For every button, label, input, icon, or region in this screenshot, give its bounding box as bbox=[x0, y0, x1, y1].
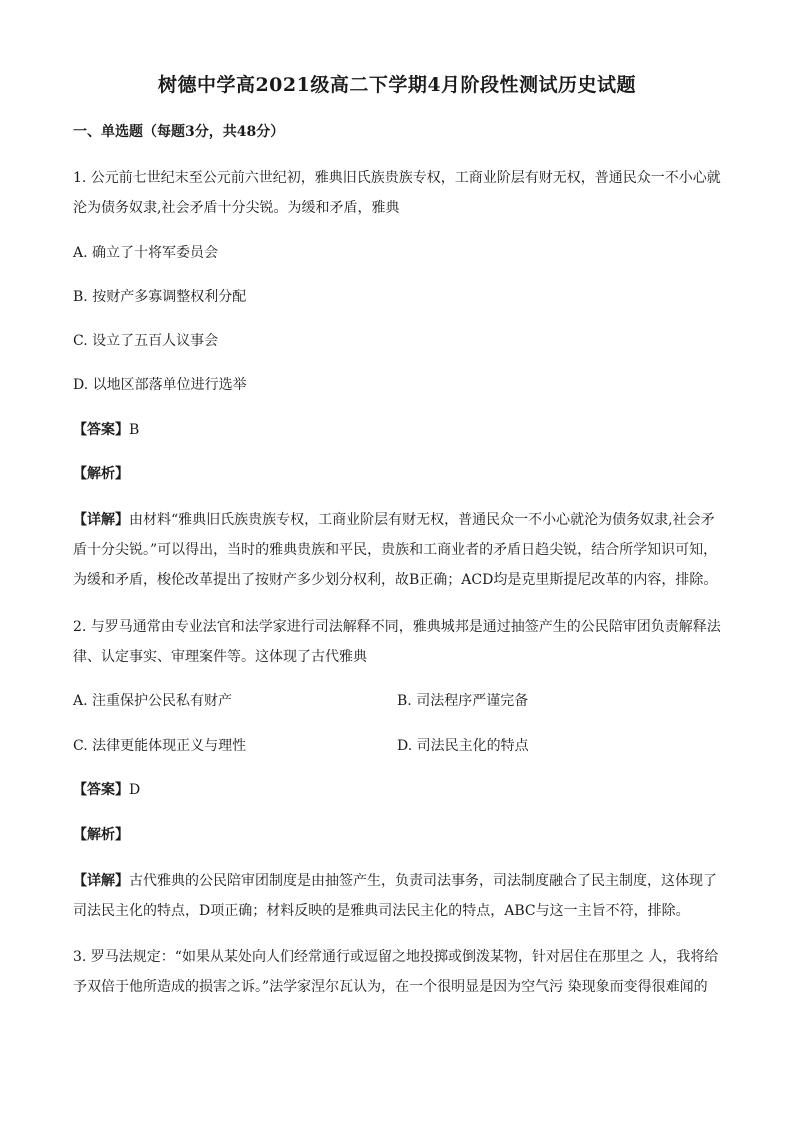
section-heading: 一、单选题（每题3分，共48分） bbox=[73, 124, 285, 140]
q2-answer bbox=[73, 775, 723, 805]
q2-analysis-tag: 【解析】 bbox=[73, 827, 129, 843]
exam-title: 树德中学高2021级高二下学期4月阶段性测试历史试题 bbox=[157, 74, 637, 96]
q1-option-a: A. 确立了十将军委员会 bbox=[73, 245, 219, 261]
q2-stem-line-2: 律、认定事实、审理案件等。这体现了古代雅典 bbox=[73, 649, 367, 665]
q2-option-b: B. 司法程序严谨完备 bbox=[397, 693, 529, 709]
q2-answer-value: D bbox=[129, 782, 141, 798]
q3-stem-line-1: 3. 罗马法规定：“如果从某处向人们经常通行或逗留之地投掷或倒泼某物，针对居住在那里之 人，我将给 bbox=[73, 949, 719, 965]
q1-option-b: B. 按财产多寡调整权利分配 bbox=[73, 289, 247, 305]
q1-answer-value: B bbox=[129, 422, 140, 438]
q2-detail-text-1: 古代雅典的公民陪审团制度是由抽签产生，负责司法事务，司法制度融合了民主制度，这体现了 bbox=[129, 873, 717, 889]
q2-detail-line-2: 司法民主化的特点，D项正确；材料反映的是雅典司法民主化的特点，ABC与这一主旨不符，排除。 bbox=[73, 903, 690, 919]
q1-detail-line-1 bbox=[73, 505, 723, 535]
q1-analysis-tag: 【解析】 bbox=[73, 466, 129, 482]
q1-option-d: D. 以地区部落单位进行选举 bbox=[73, 377, 247, 393]
q2-detail-line-1 bbox=[73, 866, 723, 896]
q3-stem-line-2: 予双倍于他所造成的损害之诉。”法学家涅尔瓦认为，在一个很明显是因为空气污 染现象而变得很难闻的 bbox=[73, 979, 708, 995]
q2-stem-line-1: 2. 与罗马通常由专业法官和法学家进行司法解释不同，雅典城邦是通过抽签产生的公民陪审团负责解释法 bbox=[73, 619, 721, 635]
q2-option-a: A. 注重保护公民私有财产 bbox=[73, 693, 233, 709]
q1-detail-text-1: 由材料“雅典旧氏族贵族专权，工商业阶层有财无权，普通民众一不小心就沦为债务奴隶,社会矛 bbox=[129, 512, 715, 528]
q1-detail-line-2: 盾十分尖锐。”可以得出，当时的雅典贵族和平民，贵族和工商业者的矛盾日趋尖锐，结合所学知识可知， bbox=[73, 542, 718, 558]
q1-stem-line-2: 沦为债务奴隶,社会矛盾十分尖锐。为缓和矛盾，雅典 bbox=[73, 200, 400, 216]
q1-answer-tag: 【答案】 bbox=[73, 422, 129, 438]
q1-answer bbox=[73, 415, 723, 445]
q1-detail-tag: 【详解】 bbox=[73, 512, 129, 528]
q1-option-c: C. 设立了五百人议事会 bbox=[73, 333, 219, 349]
q1-stem-line-1: 1. 公元前七世纪末至公元前六世纪初，雅典旧氏族贵族专权，工商业阶层有财无权，普通民众一不小心就 bbox=[73, 170, 721, 186]
q2-answer-tag: 【答案】 bbox=[73, 782, 129, 798]
q2-detail-tag: 【详解】 bbox=[73, 873, 129, 889]
q1-detail-line-3: 为缓和矛盾，梭伦改革提出了按财产多少划分权利，故B正确；ACD均是克里斯提尼改革的内容，排除。 bbox=[73, 572, 718, 588]
q2-option-d: D. 司法民主化的特点 bbox=[397, 738, 529, 754]
q2-option-c: C. 法律更能体现正义与理性 bbox=[73, 738, 247, 754]
